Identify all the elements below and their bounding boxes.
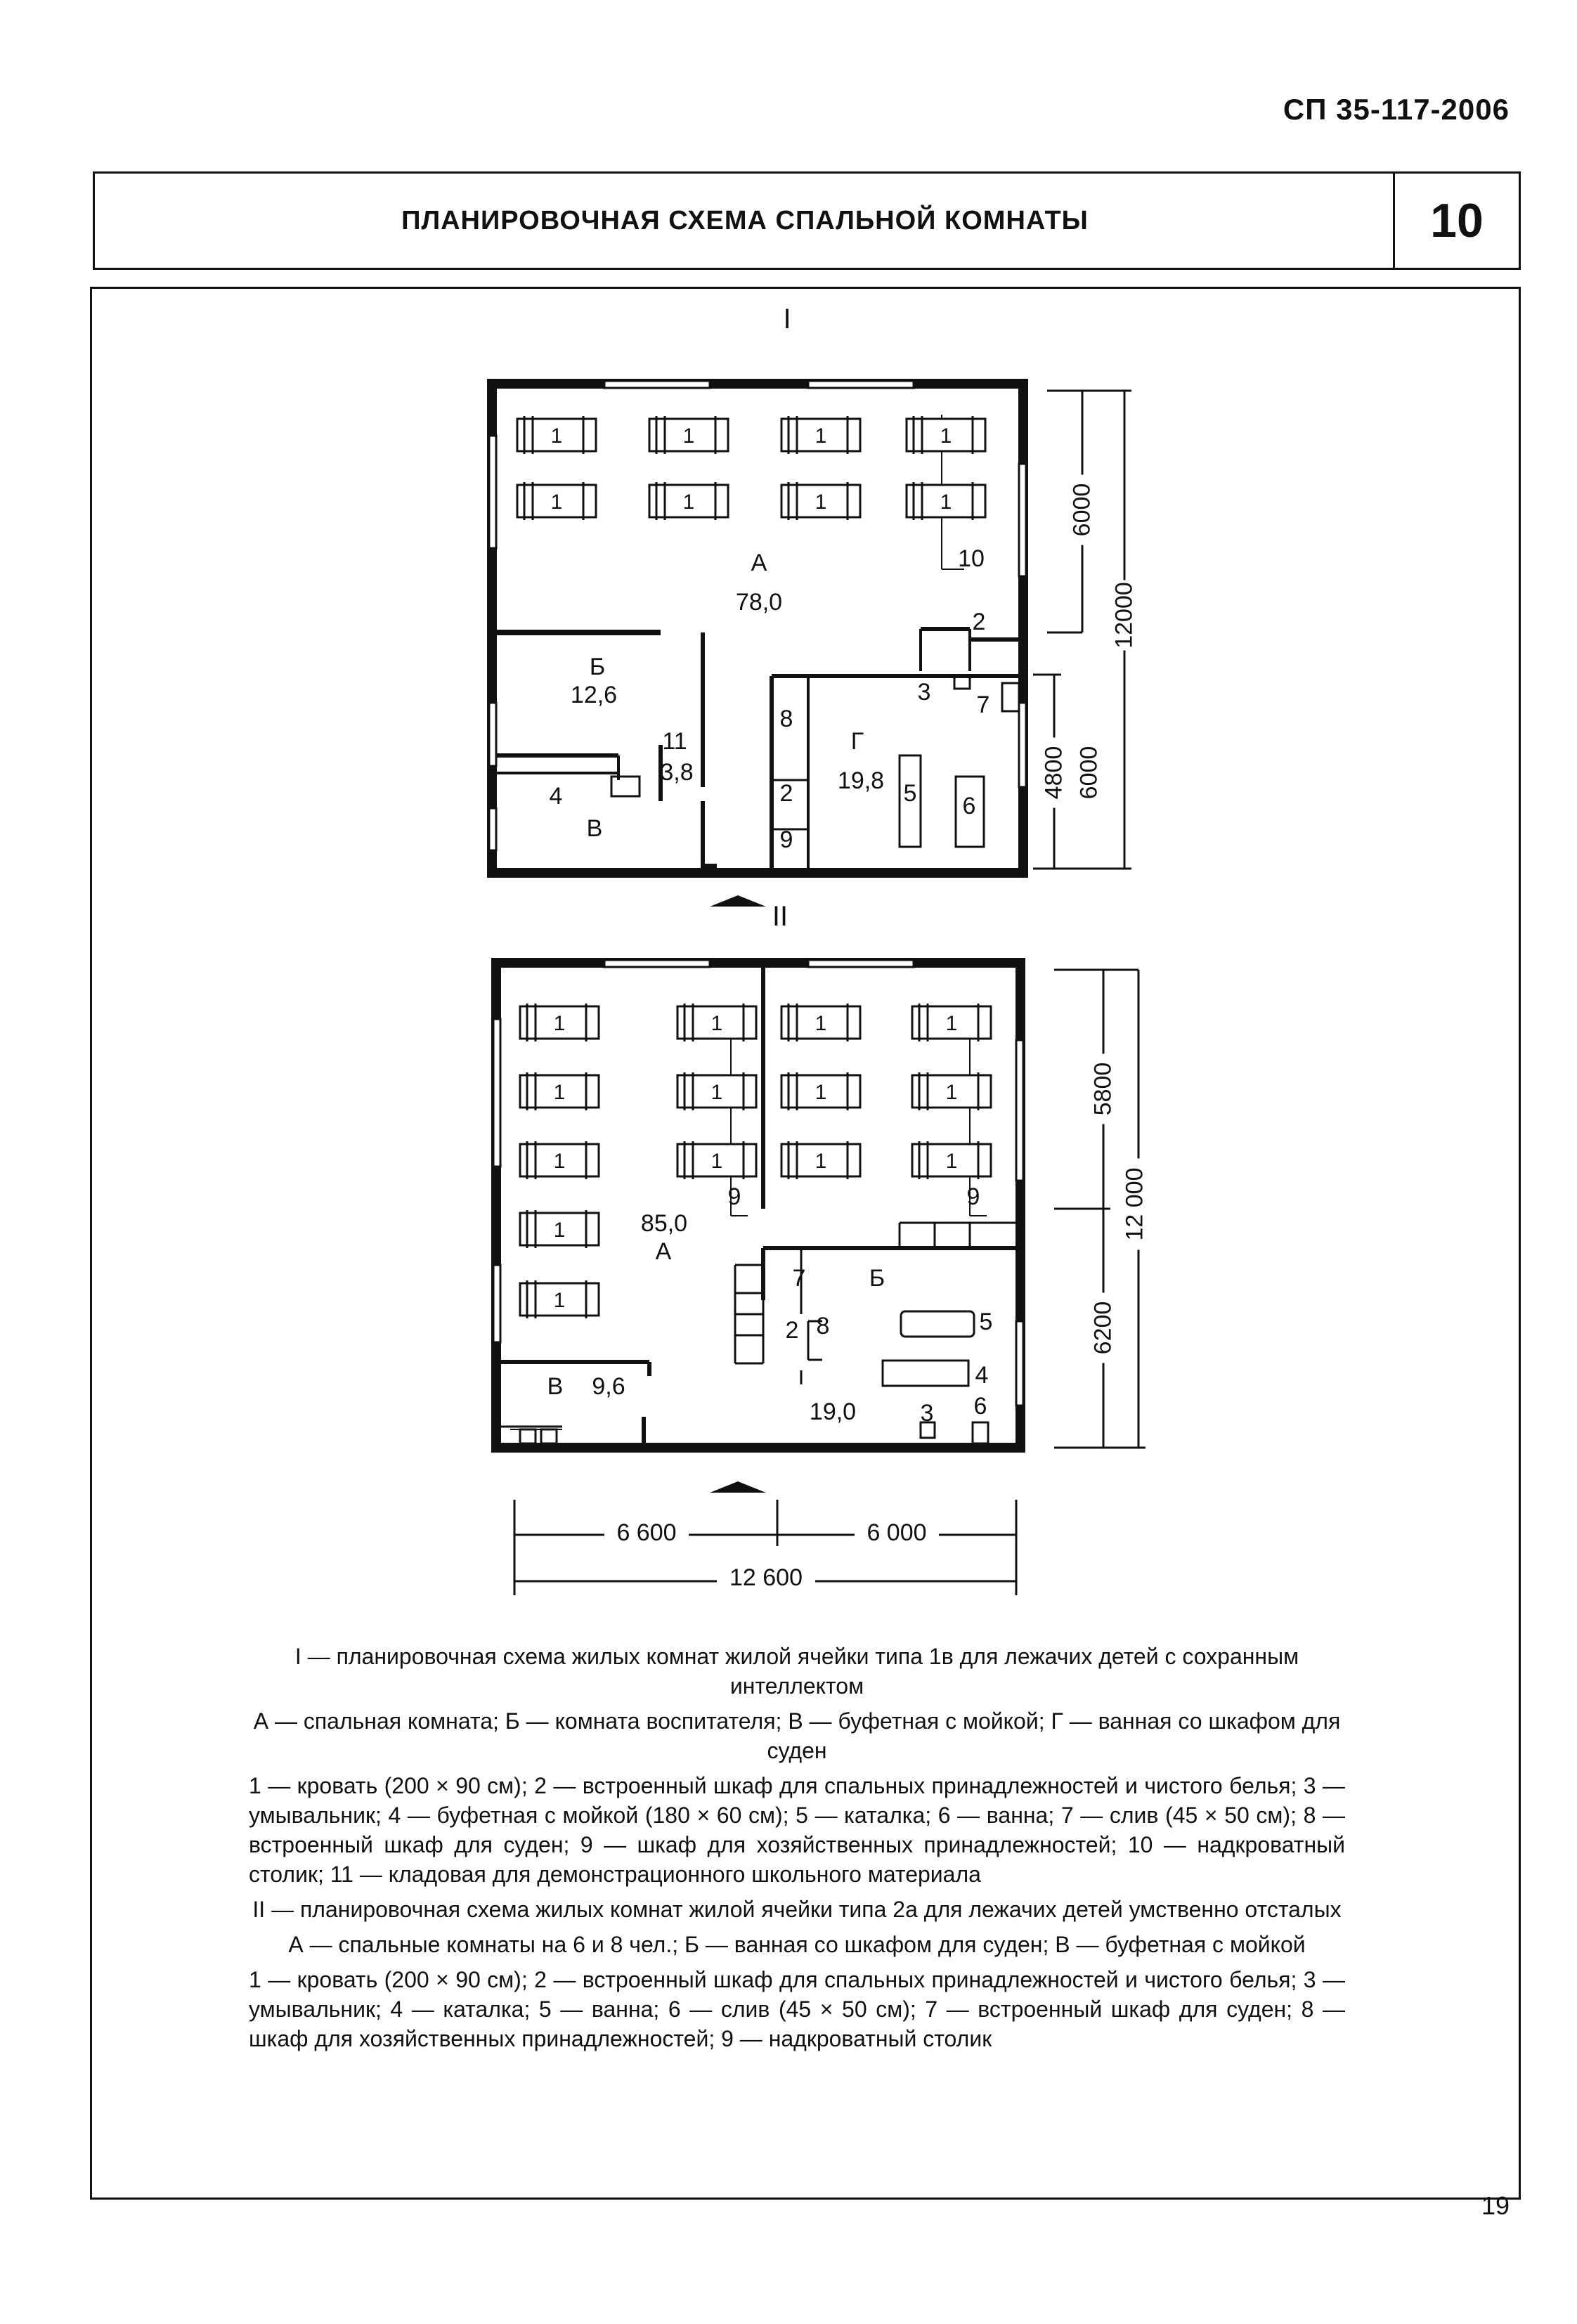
plan2-room-a-label: А — [655, 1238, 672, 1265]
plan1-room-b-area: 12,6 — [570, 682, 618, 708]
plan2-label-6: 6 — [973, 1393, 987, 1420]
plan1-bed-label-0: 1 — [550, 424, 563, 448]
plan1-room-v-label: В — [586, 815, 603, 842]
sheet-title: ПЛАНИРОВОЧНАЯ СХЕМА СПАЛЬНОЙ КОМНАТЫ — [401, 205, 1089, 235]
plan2-label-3: 3 — [920, 1400, 934, 1427]
plan2-bed-3 — [520, 1210, 599, 1248]
sheet-number: 10 — [1393, 174, 1519, 268]
plan2-bed-10 — [781, 1141, 860, 1179]
plan2-bed-label-3: 1 — [553, 1219, 566, 1242]
plan2-bed-label-12: 1 — [945, 1081, 958, 1104]
plan1-room-a-area: 78,0 — [735, 589, 783, 616]
plan2-dim-6600: 6 600 — [604, 1519, 689, 1547]
legend-plan2-rooms: А — спальные комнаты на 6 и 8 чел.; Б — ванная со шкафом для суден; В — буфетная с мойкой — [288, 1932, 1306, 1957]
plan2-bed-2 — [520, 1141, 599, 1179]
plan2-bed-label-11: 1 — [945, 1012, 958, 1035]
plan2-bed-5 — [677, 1004, 756, 1041]
plan2-bed-9 — [781, 1072, 860, 1110]
plan1-label-10: 10 — [958, 545, 985, 572]
plan2-dim-12000: 12 000 — [1122, 1159, 1149, 1250]
plan2-label-8: 8 — [816, 1313, 830, 1339]
plan2-bed-0 — [520, 1004, 599, 1041]
page-number: 19 — [1481, 2191, 1510, 2220]
plan2-room-v-area: 9,6 — [592, 1373, 625, 1400]
plan2-room-a-area: 85,0 — [640, 1210, 688, 1237]
plan2-bed-label-2: 1 — [553, 1150, 566, 1173]
plan1-bed-label-3: 1 — [940, 424, 952, 448]
plan1-dim-6000a: 6000 — [1069, 475, 1096, 545]
plan1-room-g-area: 19,8 — [837, 767, 885, 794]
plan2-dim-5800: 5800 — [1090, 1054, 1117, 1124]
plan2-label-5: 5 — [979, 1309, 993, 1335]
plan2-bed-11 — [912, 1004, 991, 1041]
plan2-label-7: 7 — [792, 1265, 806, 1292]
plan1-bed-label-1: 1 — [682, 424, 695, 448]
plan1-storage-area: 3,8 — [660, 759, 694, 786]
legend-plan1-items: 1 — кровать (200 × 90 см); 2 — встроенный шкаф для спальных принадлежностей и чистого белья; 3 — умывальник; 4 — буфетная с мойкой (180 × 60 см); 5 — каталка; 6 — ванна; 7 — слив (45 × 50 см); 8 — встроенный шкаф для суден; 9 — шкаф для хозяйственных принадлежностей; 10 — надкроватный столик; 11 — кладовая для демонстрационного школьного материала — [249, 1773, 1345, 1887]
plan2-bed-12 — [912, 1072, 991, 1110]
plan2-room-b-label: Б — [869, 1265, 885, 1292]
plan2-label-9a: 9 — [727, 1183, 741, 1210]
legend-plan1-rooms: А — спальная комната; Б — комната воспитателя; В — буфетная с мойкой; Г — ванная со шкафом для суден — [253, 1708, 1341, 1763]
plan1-room-g-label: Г — [850, 728, 864, 755]
plan1-room-a-label: А — [751, 550, 767, 576]
plan1-label-3: 3 — [917, 679, 931, 706]
plan2-bed-label-10: 1 — [815, 1150, 827, 1173]
plan2-bed-label-0: 1 — [553, 1012, 566, 1035]
plan1-label-9: 9 — [779, 826, 793, 853]
plan2-bed-label-1: 1 — [553, 1081, 566, 1104]
plan2-dim-6000: 6 000 — [855, 1519, 939, 1547]
plan2-label-2: 2 — [785, 1317, 799, 1344]
plan2-dim-12600: 12 600 — [717, 1564, 815, 1592]
doc-code: СП 35-117-2006 — [1283, 93, 1510, 126]
plan1-label-4: 4 — [549, 783, 563, 810]
plan1-label-6: 6 — [962, 793, 976, 819]
plan1-room-b-label: Б — [589, 654, 606, 680]
plan1-bed-label-6: 1 — [815, 491, 827, 514]
plan1-dim-6000b: 6000 — [1076, 738, 1103, 808]
plan2-bed-7 — [677, 1141, 756, 1179]
plan1-dim-4800: 4800 — [1041, 738, 1068, 808]
plan1-bed-label-7: 1 — [940, 491, 952, 514]
legend-plan2-title: II — планировочная схема жилых комнат жилой ячейки типа 2а для лежачих детей умственно отсталых — [252, 1897, 1342, 1922]
plan2-bed-label-7: 1 — [710, 1150, 723, 1173]
legend-plan2-items: 1 — кровать (200 × 90 см); 2 — встроенный шкаф для спальных принадлежностей и чистого белья; 3 — умывальник; 4 — каталка; 5 — ванна; 6 — слив (45 × 50 см); 7 — встроенный шкаф для суден; 8 — шкаф для хозяйственных принадлежностей; 9 — надкроватный столик — [249, 1967, 1345, 2051]
plan1-label-2a: 2 — [972, 609, 986, 635]
plan1-storage-num: 11 — [662, 728, 687, 755]
plan1-label-7: 7 — [976, 692, 990, 718]
plan2-bed-13 — [912, 1141, 991, 1179]
plan2-bed-6 — [677, 1072, 756, 1110]
plan2-bed-8 — [781, 1004, 860, 1041]
plan2-dim-6200: 6200 — [1090, 1293, 1117, 1363]
plan1-dim-12000: 12000 — [1111, 580, 1138, 651]
plan1-label-8: 8 — [779, 706, 793, 732]
legend-caption — [249, 1642, 1345, 2059]
plan2-bed-label-5: 1 — [710, 1012, 723, 1035]
plan1-bed-label-5: 1 — [682, 491, 695, 514]
plan2-label-4: 4 — [975, 1362, 989, 1389]
plan2-bed-label-8: 1 — [815, 1012, 827, 1035]
plan2-bed-1 — [520, 1072, 599, 1110]
plan1-label-2b: 2 — [779, 780, 793, 807]
plan2-roman: II — [772, 901, 788, 932]
plan2-bed-label-4: 1 — [553, 1289, 566, 1312]
plan1-bed-label-4: 1 — [550, 491, 563, 514]
plan2-bathtub — [901, 1311, 974, 1337]
plan2-bed-label-13: 1 — [945, 1150, 958, 1173]
plan2-bed-label-6: 1 — [710, 1081, 723, 1104]
plan2-bed-4 — [520, 1280, 599, 1318]
plan2-label-9b: 9 — [966, 1183, 980, 1210]
plan2-room-v-label: В — [547, 1373, 564, 1400]
plan1-roman: I — [783, 304, 791, 335]
plan2-trolley — [883, 1361, 968, 1386]
plan2-bed-label-9: 1 — [815, 1081, 827, 1104]
legend-plan1-title: I — планировочная схема жилых комнат жилой ячейки типа 1в для лежачих детей с сохранным интеллектом — [294, 1644, 1299, 1699]
plan1-bed-label-2: 1 — [815, 424, 827, 448]
plan1-label-5: 5 — [903, 780, 917, 807]
plan2-room-b-area: 19,0 — [809, 1398, 857, 1425]
